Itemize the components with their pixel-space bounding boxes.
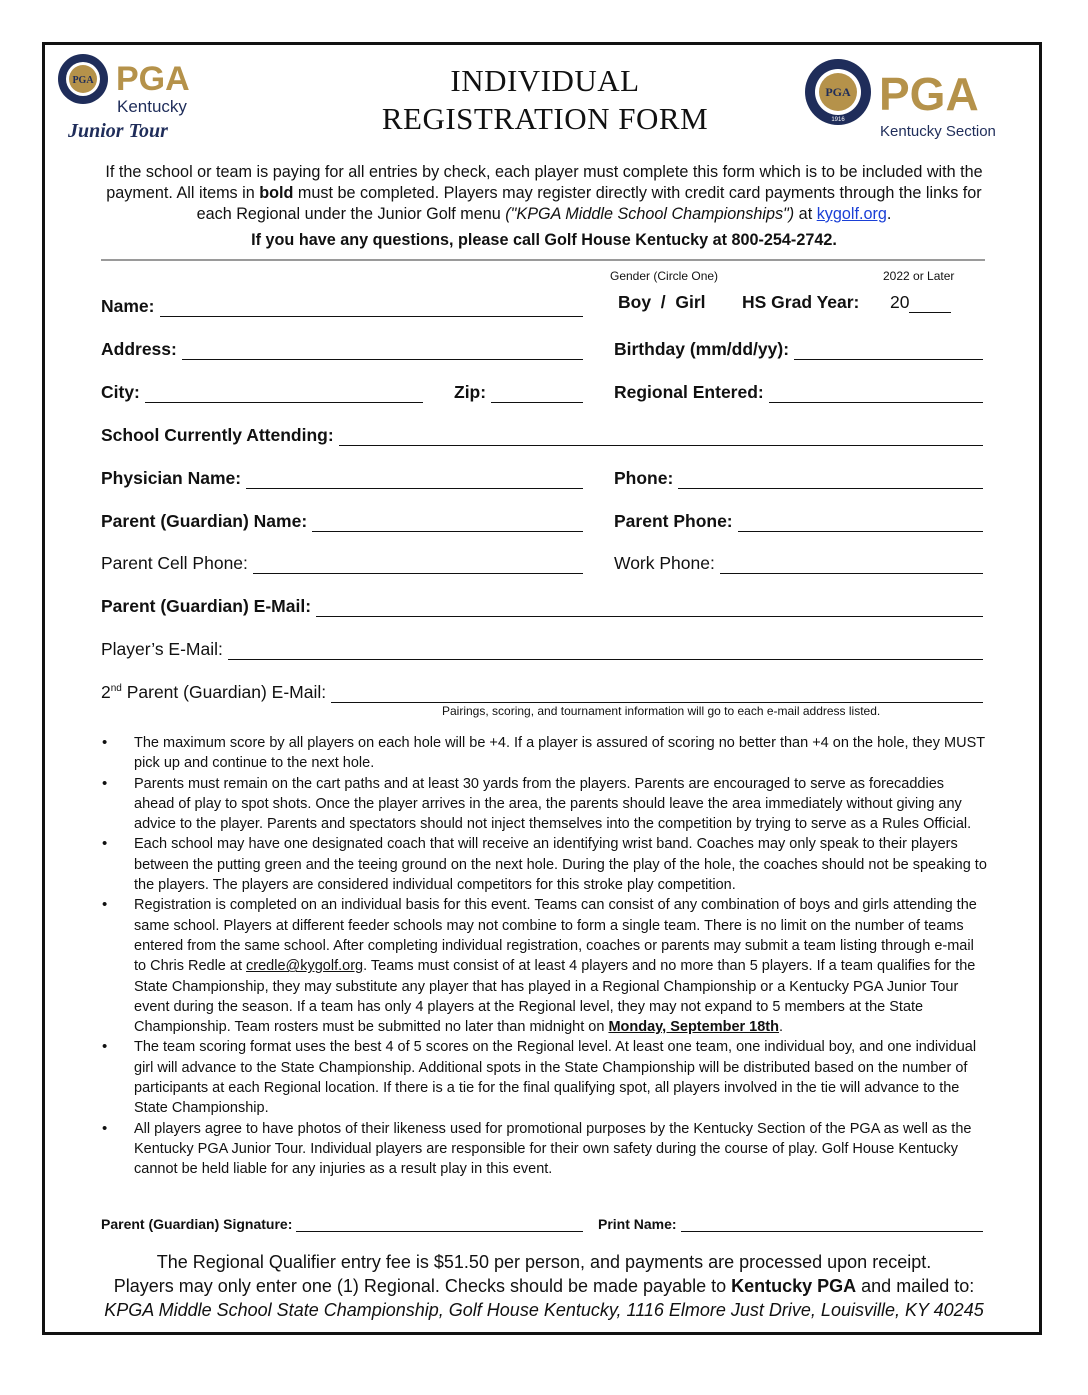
- rule-item: • Each school may have one designated coach that will receive an identifying wrist band. Coaches may only speak to their players between the putting green and the teeing ground on the next hole. During the play of the hole, the coaches should not be speaking to the players. The players are considered individual competitors for this stroke play competition.: [100, 834, 988, 895]
- regional-input-line[interactable]: [769, 382, 983, 403]
- address-input-line[interactable]: [182, 339, 583, 360]
- print-name-field[interactable]: [598, 1210, 983, 1232]
- address-field[interactable]: [101, 334, 583, 360]
- ordinal-suffix: nd: [110, 683, 122, 695]
- school-input-line[interactable]: [339, 425, 983, 446]
- name-field[interactable]: [101, 291, 583, 317]
- parent-cell-input-line[interactable]: [253, 553, 583, 574]
- rule-text: .: [779, 1019, 784, 1036]
- fee-line: The Regional Qualifier entry fee is $51.50 per person, and payments are processed upon receipt.: [156, 1252, 932, 1272]
- zip-input-line[interactable]: [491, 382, 583, 403]
- grad-year-label: HS Grad Year:: [742, 292, 860, 312]
- print-name-input-line[interactable]: [681, 1215, 983, 1232]
- grad-year-input-line[interactable]: [909, 292, 951, 313]
- title-line-2: REGISTRATION FORM: [381, 101, 709, 136]
- seal-badge-text: PGA: [72, 75, 94, 86]
- player-email-input-line[interactable]: [228, 639, 983, 660]
- payment-text: and mailed to:: [856, 1276, 975, 1296]
- credle-email-link[interactable]: credle@kygolf.org: [246, 958, 364, 975]
- mailing-address: KPGA Middle School State Championship, Golf House Kentucky, 1116 Elmore Just Drive, Louisville, KY 40245: [104, 1300, 984, 1320]
- email-note: Pairings, scoring, and tournament information will go to each e-mail address listed.: [442, 704, 881, 718]
- ordinal-number: 2: [101, 682, 111, 702]
- seal-year: 1916: [831, 117, 845, 123]
- logo-wordmark: PGA: [879, 68, 979, 120]
- grad-year-field[interactable]: [890, 292, 951, 313]
- deadline-date: Monday, September 18th: [608, 1019, 779, 1036]
- title-line-1: INDIVIDUAL: [450, 63, 640, 98]
- grad-hint: 2022 or Later: [883, 269, 955, 283]
- parent-phone-field[interactable]: [614, 506, 983, 532]
- city-field[interactable]: [101, 377, 423, 403]
- school-field[interactable]: [101, 420, 983, 446]
- parent-phone-label: Parent Phone:: [614, 511, 733, 531]
- rule-item: [100, 895, 988, 1037]
- name-label: Name:: [101, 296, 155, 316]
- physician-input-line[interactable]: [246, 468, 583, 489]
- rules-list: [100, 733, 988, 1180]
- physician-label: Physician Name:: [101, 468, 242, 488]
- zip-label: Zip:: [454, 382, 487, 402]
- intro-text: at: [794, 205, 817, 223]
- kpga-junior-tour-logo: [56, 52, 236, 148]
- phone-label: Phone:: [614, 468, 674, 488]
- parent-name-field[interactable]: [101, 506, 583, 532]
- kygolf-link[interactable]: kygolf.org: [816, 205, 887, 223]
- name-input-line[interactable]: [160, 296, 584, 317]
- phone-input-line[interactable]: [678, 468, 983, 489]
- parent-signature-input-line[interactable]: [296, 1215, 583, 1232]
- birthday-input-line[interactable]: [794, 339, 983, 360]
- parent-name-label: Parent (Guardian) Name:: [101, 511, 308, 531]
- payment-text: Players may only enter one (1) Regional. Checks should be made payable to: [113, 1276, 732, 1296]
- rule-item: • The team scoring format uses the best 4 of 5 scores on the Regional level. At least one team, one individual boy, and one individual girl will advance to the State Championship. Additional spots in the State Championship will be distributed based on the number of participants at each Regional location. If there is a tie for the final qualifying spot, all players involved in the tie will advance to the State Championship.: [100, 1037, 988, 1118]
- address-label: Address:: [101, 339, 177, 359]
- parent-cell-label: Parent Cell Phone:: [101, 553, 248, 573]
- payment-line: [100, 1274, 988, 1298]
- work-phone-field[interactable]: [614, 548, 983, 574]
- parent-email-label: Parent (Guardian) E-Mail:: [101, 596, 312, 616]
- second-parent-email-label: [101, 682, 331, 703]
- pga-kentucky-section-logo: [803, 58, 1033, 142]
- logo-sub: Kentucky Section: [880, 123, 996, 140]
- rule-item: • All players agree to have photos of their likeness used for promotional purposes by the Kentucky Section of the PGA as well as the Kentucky PGA Junior Tour. Individual players are responsible for their own safety during the course of play. Golf House Kentucky cannot be held liable for any injuries as a result play in this event.: [100, 1119, 988, 1180]
- footer: [100, 1250, 988, 1322]
- parent-name-input-line[interactable]: [312, 511, 583, 532]
- parent-cell-field[interactable]: [101, 548, 583, 574]
- intro-text: must be completed. Players may register directly with credit card payments through the links for each Regional under the Junior Golf menu: [196, 184, 982, 223]
- rule-text: Registration is completed on an individual basis for this event. Teams can consist of any combination of boys and girls attending the same school. Players at different feeder schools may not combine to form a single team. There is no limit on the number of teams entered from the same school. After completing individual registration, coaches or parents may submit a team listing through e-mail to Chris Redle at: [134, 897, 977, 975]
- regional-label: Regional Entered:: [614, 382, 764, 402]
- intro-text: .: [886, 205, 892, 223]
- logo-tour: Junior Tour: [68, 120, 168, 142]
- rule-text: . Teams must consist of at least 4 players and no more than 5 players. If a team qualifies for the State Championship, they may substitute any player that has played in a Regional Championship or a Kentucky PGA Junior Tour event during the season. If a team has only 4 players at the Regional level, they may not expand to 5 members at the State Championship. Team rosters must be submitted no later than midnight on: [134, 958, 976, 1036]
- gender-options[interactable]: Boy / Girl: [618, 292, 706, 312]
- intro-italic: ("KPGA Middle School Championships"): [505, 205, 795, 223]
- parent-phone-input-line[interactable]: [738, 511, 983, 532]
- second-parent-label-text: Parent (Guardian) E-Mail:: [121, 682, 327, 702]
- parent-signature-field[interactable]: [101, 1210, 583, 1232]
- intro-text: If the school or team is paying for all entries by check, each player must complete this form which is to be included with the payment. All items in: [105, 163, 983, 202]
- physician-field[interactable]: [101, 463, 583, 489]
- parent-email-input-line[interactable]: [316, 596, 983, 617]
- work-phone-label: Work Phone:: [614, 553, 715, 573]
- intro-paragraph: [100, 162, 988, 225]
- seal-badge-text: PGA: [825, 85, 851, 99]
- birthday-field[interactable]: [614, 334, 983, 360]
- city-label: City:: [101, 382, 140, 402]
- player-email-label: Player’s E-Mail:: [101, 639, 223, 659]
- parent-signature-label: Parent (Guardian) Signature:: [101, 1216, 293, 1232]
- second-parent-email-field[interactable]: [101, 677, 983, 703]
- zip-field[interactable]: [454, 377, 583, 403]
- school-label: School Currently Attending:: [101, 425, 334, 445]
- rule-item: • Parents must remain on the cart paths and at least 30 yards from the players. Parents are encouraged to serve as forecaddies ahead of play to spot shots. Once the player arrives in the area, the parents should leave the area immediately without giving any advice to the player. Parents and spectators should not inject themselves into the competition by trying to serve as a Rules Official.: [100, 774, 988, 835]
- logo-wordmark: PGA: [116, 60, 190, 98]
- city-input-line[interactable]: [145, 382, 423, 403]
- logo-sub: Kentucky: [117, 97, 187, 116]
- second-parent-email-input-line[interactable]: [331, 682, 983, 703]
- phone-field[interactable]: [614, 463, 983, 489]
- work-phone-input-line[interactable]: [720, 553, 983, 574]
- rule-item: • The maximum score by all players on each hole will be +4. If a player is assured of scoring no better than +4 on the hole, they MUST pick up and continue to the next hole.: [100, 733, 988, 774]
- birthday-label: Birthday (mm/dd/yy):: [614, 339, 790, 359]
- print-name-label: Print Name:: [598, 1216, 677, 1232]
- contact-line: If you have any questions, please call Golf House Kentucky at 800-254-2742.: [251, 231, 837, 249]
- form-title: [300, 62, 790, 138]
- parent-email-field[interactable]: [101, 591, 983, 617]
- player-email-field[interactable]: [101, 634, 983, 660]
- divider: [101, 259, 985, 261]
- grad-year-prefix: 20: [890, 292, 910, 312]
- regional-field[interactable]: [614, 377, 983, 403]
- gender-hint: Gender (Circle One): [610, 269, 719, 283]
- payee-name: Kentucky PGA: [731, 1276, 857, 1296]
- intro-bold: bold: [259, 184, 294, 202]
